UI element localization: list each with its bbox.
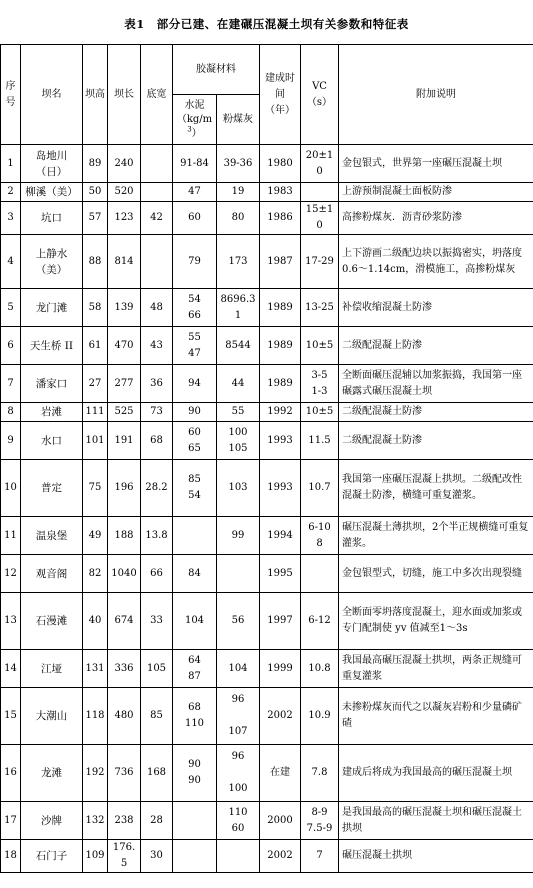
vc-value: 20±10 — [301, 145, 339, 183]
dam-length: 123 — [108, 202, 141, 235]
flyash-content: 8696.31 — [217, 289, 260, 327]
base-width: 66 — [141, 555, 173, 593]
dam-height: 49 — [83, 517, 108, 555]
cement-content — [173, 802, 217, 840]
table-row — [1, 365, 533, 403]
row-number: 8 — [1, 403, 21, 422]
header-height: 坝高 — [83, 45, 108, 145]
flyash-content: 100 105 — [217, 422, 260, 460]
dam-name: 潘家口 — [21, 365, 83, 403]
table-title: 表1 部分已建、在建碾压混凝土坝有关参数和特征表 — [124, 17, 409, 31]
remark: 上下游画二级配边块以振捣密实，坍落度0.6～1.14cm，滑模施工，高掺粉煤灰 — [339, 235, 533, 289]
vc-value: 17-29 — [301, 235, 339, 289]
completion-year: 1995 — [260, 555, 301, 593]
flyash-content: 103 — [217, 460, 260, 517]
vc-value: 10±5 — [301, 403, 339, 422]
cement-content: 104 — [173, 593, 217, 650]
dam-height: 50 — [83, 183, 108, 202]
remark: 碾压混凝土薄拱坝，2个半正规横缝可重复灌浆。 — [339, 517, 533, 555]
dam-height: 109 — [83, 840, 108, 873]
dam-length: 238 — [108, 802, 141, 840]
dam-name: 大潮山 — [21, 688, 83, 745]
dam-length: 525 — [108, 403, 141, 422]
vc-value: 3-5 1-3 — [301, 365, 339, 403]
dam-length: 277 — [108, 365, 141, 403]
dam-height: 57 — [83, 202, 108, 235]
header-flyash: 粉煤灰 — [217, 95, 260, 145]
base-width: 13.8 — [141, 517, 173, 555]
dam-height: 40 — [83, 593, 108, 650]
vc-value: 8-9 7.5-9 — [301, 802, 339, 840]
base-width: 68 — [141, 422, 173, 460]
dam-name: 柳溪（美） — [21, 183, 83, 202]
completion-year: 2000 — [260, 802, 301, 840]
row-number: 12 — [1, 555, 21, 593]
cement-content — [173, 517, 217, 555]
vc-value: 10.9 — [301, 688, 339, 745]
row-number: 11 — [1, 517, 21, 555]
dam-length: 1040 — [108, 555, 141, 593]
vc-value — [301, 555, 339, 593]
dam-height: 132 — [83, 802, 108, 840]
remark: 二级配混凝土防渗 — [339, 403, 533, 422]
base-width — [141, 145, 173, 183]
base-width: 105 — [141, 650, 173, 688]
dam-length: 336 — [108, 650, 141, 688]
cement-content: 60 65 — [173, 422, 217, 460]
row-number: 15 — [1, 688, 21, 745]
completion-year: 1987 — [260, 235, 301, 289]
header-vc: VC （s） — [301, 45, 339, 145]
cement-content: 54 66 — [173, 289, 217, 327]
dam-height: 111 — [83, 403, 108, 422]
completion-year: 1989 — [260, 289, 301, 327]
cement-content: 94 — [173, 365, 217, 403]
table-row — [1, 650, 533, 688]
remark: 我国第一座碾压混凝上拱坝。二级配改性混凝土防渗，横缝可重复灌浆。 — [339, 460, 533, 517]
flyash-content: 96 100 — [217, 745, 260, 802]
dam-length: 736 — [108, 745, 141, 802]
flyash-content: 80 — [217, 202, 260, 235]
base-width: 85 — [141, 688, 173, 745]
header-cement-label: 水泥 — [184, 99, 205, 111]
completion-year: 1983 — [260, 183, 301, 202]
vc-value: 10.7 — [301, 460, 339, 517]
table-row — [1, 202, 533, 235]
table-row — [1, 745, 533, 802]
dam-height: 88 — [83, 235, 108, 289]
vc-value: 10±5 — [301, 327, 339, 365]
dam-parameter-table — [0, 44, 533, 873]
base-width — [141, 183, 173, 202]
vc-value: 7 — [301, 840, 339, 873]
vc-value: 7.8 — [301, 745, 339, 802]
row-number: 7 — [1, 365, 21, 403]
completion-year: 2002 — [260, 688, 301, 745]
cement-content: 91-84 — [173, 145, 217, 183]
dam-length: 814 — [108, 235, 141, 289]
remark: 补偿收缩混凝土防渗 — [339, 289, 533, 327]
dam-name: 龙门滩 — [21, 289, 83, 327]
dam-length: 176.5 — [108, 840, 141, 873]
table-row — [1, 235, 533, 289]
dam-name: 岩滩 — [21, 403, 83, 422]
base-width: 42 — [141, 202, 173, 235]
table-row — [1, 802, 533, 840]
row-number: 6 — [1, 327, 21, 365]
table-row — [1, 460, 533, 517]
dam-name: 上静水 （美） — [21, 235, 83, 289]
dam-height: 101 — [83, 422, 108, 460]
remark: 未掺粉煤灰而代之以凝灰岩粉和少量磷矿碴 — [339, 688, 533, 745]
remark: 二级配混凝上防渗 — [339, 327, 533, 365]
vc-value: 11.5 — [301, 422, 339, 460]
dam-name: 石门子 — [21, 840, 83, 873]
flyash-content: 104 — [217, 650, 260, 688]
dam-length: 470 — [108, 327, 141, 365]
flyash-content: 96 107 — [217, 688, 260, 745]
base-width: 33 — [141, 593, 173, 650]
dam-length: 240 — [108, 145, 141, 183]
row-number: 5 — [1, 289, 21, 327]
row-number: 3 — [1, 202, 21, 235]
header-note: 附加说明 — [339, 45, 533, 145]
table-row — [1, 593, 533, 650]
remark: 全断面碾压混辅以加浆振捣，我国第一座碾露式碾压混凝土坝 — [339, 365, 533, 403]
remark: 金包银型式，切缝，施工中多次出现裂缝 — [339, 555, 533, 593]
cement-content: 79 — [173, 235, 217, 289]
header-row-top — [1, 45, 533, 95]
table-row — [1, 555, 533, 593]
vc-value: 6-10 8 — [301, 517, 339, 555]
cement-content: 90 90 — [173, 745, 217, 802]
dam-length: 196 — [108, 460, 141, 517]
row-number: 14 — [1, 650, 21, 688]
completion-year: 1992 — [260, 403, 301, 422]
remark: 是我国最高的碾压混凝土坝和碾压混凝土拱坝 — [339, 802, 533, 840]
cement-content: 84 — [173, 555, 217, 593]
flyash-content: 99 — [217, 517, 260, 555]
table-row — [1, 183, 533, 202]
table-row — [1, 327, 533, 365]
cement-content: 47 — [173, 183, 217, 202]
dam-name: 天生桥 II — [21, 327, 83, 365]
dam-name: 江垭 — [21, 650, 83, 688]
table-row — [1, 403, 533, 422]
remark: 建成后将成为我国最高的碾压混凝土坝 — [339, 745, 533, 802]
table-row — [1, 422, 533, 460]
dam-height: 58 — [83, 289, 108, 327]
base-width: 43 — [141, 327, 173, 365]
completion-year: 1999 — [260, 650, 301, 688]
dam-height: 75 — [83, 460, 108, 517]
cement-content: 60 — [173, 202, 217, 235]
base-width: 36 — [141, 365, 173, 403]
cement-content: 68 110 — [173, 688, 217, 745]
base-width: 48 — [141, 289, 173, 327]
dam-name: 温泉堡 — [21, 517, 83, 555]
cement-content: 85 54 — [173, 460, 217, 517]
dam-length: 480 — [108, 688, 141, 745]
dam-height: 131 — [83, 650, 108, 688]
header-cement-unit: $(kg/m^3)$ — [176, 113, 213, 139]
completion-year: 1993 — [260, 422, 301, 460]
row-number: 9 — [1, 422, 21, 460]
dam-name: 水口 — [21, 422, 83, 460]
flyash-content: 39-36 — [217, 145, 260, 183]
flyash-content — [217, 555, 260, 593]
dam-height: 118 — [83, 688, 108, 745]
row-number: 18 — [1, 840, 21, 873]
remark: 我国最高碾压混凝土拱坝，两条正规缝可重复灌浆 — [339, 650, 533, 688]
dam-name: 沙牌 — [21, 802, 83, 840]
remark: 二级配混凝土防渗 — [339, 422, 533, 460]
header-cement — [173, 95, 217, 145]
row-number: 17 — [1, 802, 21, 840]
table-row — [1, 688, 533, 745]
header-base: 底宽 — [141, 45, 173, 145]
dam-name: 岛地川 （日） — [21, 145, 83, 183]
cement-content: 90 — [173, 403, 217, 422]
row-number: 13 — [1, 593, 21, 650]
cement-content — [173, 840, 217, 873]
dam-name: 龙滩 — [21, 745, 83, 802]
dam-height: 27 — [83, 365, 108, 403]
remark: 上游预制混凝土面板防渗 — [339, 183, 533, 202]
base-width: 30 — [141, 840, 173, 873]
header-name: 坝名 — [21, 45, 83, 145]
dam-height: 61 — [83, 327, 108, 365]
header-year: 建成时 间 （年） — [260, 45, 301, 145]
completion-year: 1986 — [260, 202, 301, 235]
dam-name: 坑口 — [21, 202, 83, 235]
base-width: 28 — [141, 802, 173, 840]
completion-year: 1997 — [260, 593, 301, 650]
header-seq: 序 号 — [1, 45, 21, 145]
completion-year: 在建 — [260, 745, 301, 802]
row-number: 16 — [1, 745, 21, 802]
dam-height: 89 — [83, 145, 108, 183]
vc-value: 15±10 — [301, 202, 339, 235]
dam-name: 石漫滩 — [21, 593, 83, 650]
flyash-content: 110 60 — [217, 802, 260, 840]
vc-value — [301, 183, 339, 202]
flyash-content — [217, 840, 260, 873]
base-width: 73 — [141, 403, 173, 422]
cement-content: 64 87 — [173, 650, 217, 688]
row-number: 10 — [1, 460, 21, 517]
flyash-content: 8544 — [217, 327, 260, 365]
flyash-content: 55 — [217, 403, 260, 422]
completion-year: 1993 — [260, 460, 301, 517]
dam-length: 188 — [108, 517, 141, 555]
header-length: 坝长 — [108, 45, 141, 145]
dam-length: 520 — [108, 183, 141, 202]
flyash-content: 56 — [217, 593, 260, 650]
base-width — [141, 235, 173, 289]
flyash-content: 44 — [217, 365, 260, 403]
vc-value: 10.8 — [301, 650, 339, 688]
base-width: 28.2 — [141, 460, 173, 517]
flyash-content: 19 — [217, 183, 260, 202]
remark: 全断面零坍落度混凝土，迎水面或加浆或专门配制使 yv 值减至1～3s — [339, 593, 533, 650]
dam-length: 674 — [108, 593, 141, 650]
dam-length: 191 — [108, 422, 141, 460]
completion-year: 2002 — [260, 840, 301, 873]
remark: 高掺粉煤灰．沥青砂浆防渗 — [339, 202, 533, 235]
completion-year: 1989 — [260, 365, 301, 403]
row-number: 1 — [1, 145, 21, 183]
dam-length: 139 — [108, 289, 141, 327]
dam-name: 观音阁 — [21, 555, 83, 593]
table-row — [1, 517, 533, 555]
vc-value: 13-25 — [301, 289, 339, 327]
completion-year: 1989 — [260, 327, 301, 365]
remark: 金包银式，世界第一座碾压混凝土坝 — [339, 145, 533, 183]
row-number: 4 — [1, 235, 21, 289]
remark: 碾压混凝土拱坝 — [339, 840, 533, 873]
base-width: 168 — [141, 745, 173, 802]
vc-value: 6-12 — [301, 593, 339, 650]
dam-height: 192 — [83, 745, 108, 802]
row-number: 2 — [1, 183, 21, 202]
table-row — [1, 145, 533, 183]
dam-height: 82 — [83, 555, 108, 593]
flyash-content: 173 — [217, 235, 260, 289]
header-binder: 胶凝材料 — [173, 45, 260, 95]
cement-content: 55 47 — [173, 327, 217, 365]
table-row — [1, 289, 533, 327]
completion-year: 1994 — [260, 517, 301, 555]
completion-year: 1980 — [260, 145, 301, 183]
table-row — [1, 840, 533, 873]
dam-name: 普定 — [21, 460, 83, 517]
